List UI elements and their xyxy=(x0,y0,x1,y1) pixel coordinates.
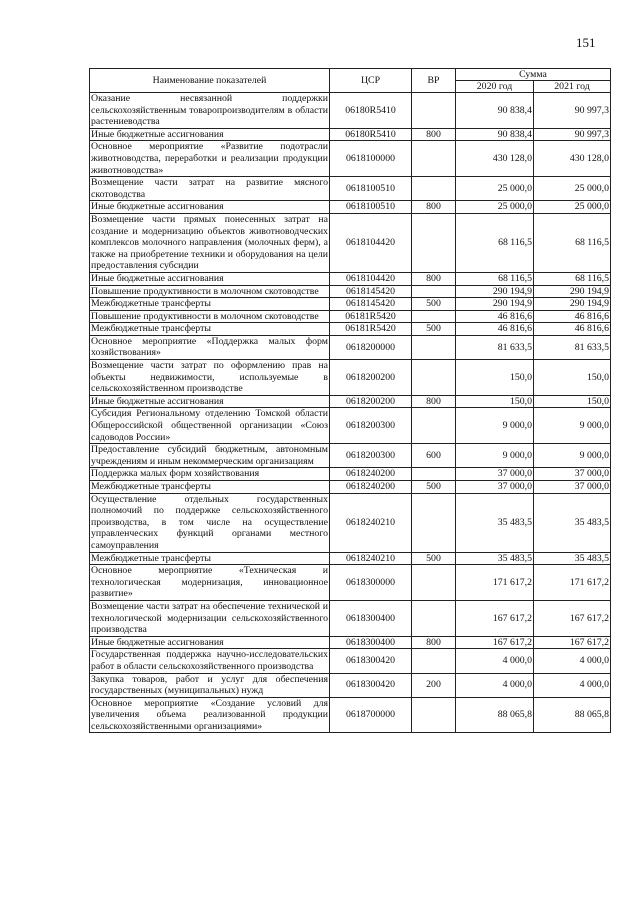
table-row xyxy=(90,177,611,201)
row-vr-cell xyxy=(412,408,456,444)
row-vr-cell xyxy=(412,697,456,733)
table-row xyxy=(90,272,611,285)
row-amount-2020-cell: 167 617,2 xyxy=(456,636,534,649)
header-csr: ЦСР xyxy=(330,69,412,93)
row-csr-cell: 0618145420 xyxy=(330,298,412,311)
row-vr-cell: 500 xyxy=(412,552,456,565)
row-vr-cell: 500 xyxy=(412,298,456,311)
row-vr-cell xyxy=(412,177,456,201)
row-amount-2021-cell: 46 816,6 xyxy=(534,310,611,323)
row-csr-cell: 0618200300 xyxy=(330,408,412,444)
row-vr-cell xyxy=(412,335,456,359)
row-vr-cell xyxy=(412,213,456,272)
row-name-cell: Субсидия Региональному отделению Томской области Общероссийской общественной организации «Союз садоводов России» xyxy=(91,408,328,443)
row-vr-cell: 200 xyxy=(412,673,456,697)
row-amount-2021-cell: 46 816,6 xyxy=(534,323,611,336)
table-row xyxy=(90,141,611,177)
row-amount-2020-cell: 37 000,0 xyxy=(456,481,534,494)
row-name-cell: Поддержка малых форм хозяйствования xyxy=(90,468,330,481)
row-amount-2020-cell: 167 617,2 xyxy=(456,600,534,636)
row-csr-cell: 0618300400 xyxy=(330,600,412,636)
table-row xyxy=(90,444,611,468)
row-name-cell: Закупка товаров, работ и услуг для обеспечения государственных (муниципальных) нужд xyxy=(91,673,328,697)
page-number: 151 xyxy=(576,35,596,50)
table-row xyxy=(90,93,611,129)
row-vr-cell: 500 xyxy=(412,481,456,494)
row-csr-cell: 0618104420 xyxy=(330,213,412,272)
row-csr-cell: 0618200200 xyxy=(330,395,412,408)
row-name-cell: Межбюджетные трансферты xyxy=(90,552,330,565)
row-amount-2021-cell: 88 065,8 xyxy=(534,697,611,733)
table-row xyxy=(90,310,611,323)
row-name-cell: Возмещение части затрат на обеспечение технической и технологической модернизации сельскохозяйственного производства xyxy=(91,600,328,636)
table-row xyxy=(90,298,611,311)
row-csr-cell: 06181R5420 xyxy=(330,310,412,323)
row-csr-cell: 0618100510 xyxy=(330,177,412,201)
header-vr: ВР xyxy=(412,69,456,93)
row-amount-2020-cell: 81 633,5 xyxy=(456,335,534,359)
row-amount-2020-cell: 9 000,0 xyxy=(456,444,534,468)
table-row xyxy=(90,481,611,494)
row-amount-2021-cell: 167 617,2 xyxy=(534,600,611,636)
table-body xyxy=(90,93,611,733)
row-name-cell: Межбюджетные трансферты xyxy=(90,323,330,336)
row-amount-2020-cell: 150,0 xyxy=(456,395,534,408)
row-amount-2020-cell: 4 000,0 xyxy=(456,649,534,673)
row-name-cell: Иные бюджетные ассигнования xyxy=(90,128,330,141)
table-header xyxy=(90,69,611,93)
row-vr-cell xyxy=(412,141,456,177)
row-amount-2021-cell: 9 000,0 xyxy=(534,444,611,468)
header-year-2020: 2020 год xyxy=(456,81,534,93)
row-amount-2020-cell: 68 116,5 xyxy=(456,272,534,285)
row-amount-2021-cell: 4 000,0 xyxy=(534,649,611,673)
row-vr-cell xyxy=(412,285,456,298)
row-csr-cell: 06181R5420 xyxy=(330,323,412,336)
row-csr-cell: 0618240210 xyxy=(330,493,412,552)
table-row xyxy=(90,697,611,733)
row-name-cell: Государственная поддержка научно-исследовательских работ в области сельскохозяйственного производства xyxy=(91,649,328,672)
row-csr-cell: 0618300400 xyxy=(330,636,412,649)
row-amount-2020-cell: 35 483,5 xyxy=(456,493,534,552)
row-name-cell: Иные бюджетные ассигнования xyxy=(90,272,330,285)
row-vr-cell: 800 xyxy=(412,272,456,285)
row-vr-cell xyxy=(412,310,456,323)
row-amount-2021-cell: 90 997,3 xyxy=(534,93,611,129)
row-amount-2021-cell: 290 194,9 xyxy=(534,285,611,298)
row-csr-cell: 06180R5410 xyxy=(330,93,412,129)
row-csr-cell: 0618200200 xyxy=(330,360,412,396)
row-csr-cell: 0618240200 xyxy=(330,468,412,481)
row-amount-2020-cell: 4 000,0 xyxy=(456,673,534,697)
row-amount-2020-cell: 46 816,6 xyxy=(456,310,534,323)
row-amount-2021-cell: 68 116,5 xyxy=(534,213,611,272)
table-row xyxy=(90,285,611,298)
row-name-cell: Предоставление субсидий бюджетным, автономным учреждениям и иным некоммерческим организациям xyxy=(91,444,328,467)
row-amount-2021-cell: 150,0 xyxy=(534,395,611,408)
row-csr-cell: 0618700000 xyxy=(330,697,412,733)
row-csr-cell: 0618300420 xyxy=(330,673,412,697)
table-row xyxy=(90,360,611,396)
row-csr-cell: 0618100510 xyxy=(330,201,412,214)
row-name-cell: Повышение продуктивности в молочном скотоводстве xyxy=(90,310,330,323)
row-amount-2020-cell: 150,0 xyxy=(456,360,534,396)
row-name-cell: Межбюджетные трансферты xyxy=(90,298,330,311)
row-name-cell: Основное мероприятие «Развитие подотрасли животноводства, переработки и реализации продукции животноводства» xyxy=(91,141,328,176)
row-vr-cell xyxy=(412,360,456,396)
table-row xyxy=(90,128,611,141)
row-amount-2021-cell: 35 483,5 xyxy=(534,493,611,552)
row-amount-2020-cell: 25 000,0 xyxy=(456,201,534,214)
row-amount-2021-cell: 37 000,0 xyxy=(534,481,611,494)
row-csr-cell: 0618200000 xyxy=(330,335,412,359)
row-amount-2020-cell: 290 194,9 xyxy=(456,298,534,311)
table-row xyxy=(90,565,611,601)
row-csr-cell: 0618100000 xyxy=(330,141,412,177)
row-vr-cell: 800 xyxy=(412,395,456,408)
row-amount-2020-cell: 46 816,6 xyxy=(456,323,534,336)
table-row xyxy=(90,201,611,214)
table-row xyxy=(90,636,611,649)
row-csr-cell: 0618240210 xyxy=(330,552,412,565)
row-name-cell: Иные бюджетные ассигнования xyxy=(90,201,330,214)
table-row xyxy=(90,493,611,552)
row-vr-cell: 800 xyxy=(412,128,456,141)
table-row xyxy=(90,335,611,359)
row-vr-cell xyxy=(412,565,456,601)
row-amount-2021-cell: 167 617,2 xyxy=(534,636,611,649)
row-amount-2020-cell: 25 000,0 xyxy=(456,177,534,201)
row-vr-cell xyxy=(412,493,456,552)
row-csr-cell: 0618104420 xyxy=(330,272,412,285)
table-row xyxy=(90,552,611,565)
row-csr-cell: 06180R5410 xyxy=(330,128,412,141)
row-name-cell: Основное мероприятие «Техническая и технологическая модернизация, инновационное развитие» xyxy=(91,565,328,600)
row-csr-cell: 0618240200 xyxy=(330,481,412,494)
row-amount-2021-cell: 9 000,0 xyxy=(534,408,611,444)
row-amount-2020-cell: 290 194,9 xyxy=(456,285,534,298)
header-name: Наименование показателей xyxy=(90,69,330,93)
row-amount-2020-cell: 37 000,0 xyxy=(456,468,534,481)
table-row xyxy=(90,395,611,408)
row-vr-cell xyxy=(412,93,456,129)
row-amount-2020-cell: 90 838,4 xyxy=(456,93,534,129)
row-amount-2020-cell: 68 116,5 xyxy=(456,213,534,272)
row-amount-2021-cell: 37 000,0 xyxy=(534,468,611,481)
row-vr-cell xyxy=(412,468,456,481)
table-row xyxy=(90,600,611,636)
row-amount-2020-cell: 9 000,0 xyxy=(456,408,534,444)
row-vr-cell: 500 xyxy=(412,323,456,336)
row-amount-2021-cell: 171 617,2 xyxy=(534,565,611,601)
row-csr-cell: 0618300420 xyxy=(330,649,412,673)
table-row xyxy=(90,468,611,481)
row-name-cell: Осуществление отдельных государственных полномочий по поддержке сельскохозяйственного производства, в том числе на осуществление управленческих функций органами местного самоуправления xyxy=(91,493,328,551)
table-row xyxy=(90,213,611,272)
row-name-cell: Иные бюджетные ассигнования xyxy=(90,395,330,408)
row-amount-2021-cell: 290 194,9 xyxy=(534,298,611,311)
row-amount-2020-cell: 430 128,0 xyxy=(456,141,534,177)
row-vr-cell: 600 xyxy=(412,444,456,468)
row-name-cell: Возмещение части затрат по оформлению прав на объекты недвижимости, используемые в сельскохозяйственном производстве xyxy=(91,360,328,395)
row-amount-2021-cell: 150,0 xyxy=(534,360,611,396)
row-name-cell: Повышение продуктивности в молочном скотоводстве xyxy=(90,285,330,298)
budget-table xyxy=(89,68,611,733)
row-name-cell: Межбюджетные трансферты xyxy=(90,481,330,494)
row-amount-2020-cell: 35 483,5 xyxy=(456,552,534,565)
row-csr-cell: 0618145420 xyxy=(330,285,412,298)
table-row xyxy=(90,323,611,336)
header-sum: Сумма xyxy=(456,69,611,81)
row-name-cell: Оказание несвязанной поддержки сельскохозяйственным товаропроизводителям в области растениеводства xyxy=(91,93,328,128)
table-row xyxy=(90,649,611,673)
row-name-cell: Основное мероприятие «Создание условий для увеличения объема реализованной продукции сельскохозяйственными организациями» xyxy=(91,697,328,732)
table-row xyxy=(90,673,611,697)
row-name-cell: Возмещение части затрат на развитие мясного скотоводства xyxy=(91,177,328,200)
row-name-cell: Основное мероприятие «Поддержка малых форм хозяйствования» xyxy=(91,335,328,359)
row-amount-2020-cell: 171 617,2 xyxy=(456,565,534,601)
row-vr-cell: 800 xyxy=(412,636,456,649)
row-csr-cell: 0618200300 xyxy=(330,444,412,468)
row-amount-2021-cell: 68 116,5 xyxy=(534,272,611,285)
row-amount-2021-cell: 25 000,0 xyxy=(534,201,611,214)
row-amount-2021-cell: 25 000,0 xyxy=(534,177,611,201)
row-amount-2021-cell: 90 997,3 xyxy=(534,128,611,141)
row-amount-2021-cell: 430 128,0 xyxy=(534,141,611,177)
row-vr-cell xyxy=(412,600,456,636)
table-row xyxy=(90,408,611,444)
row-amount-2021-cell: 81 633,5 xyxy=(534,335,611,359)
header-year-2021: 2021 год xyxy=(534,81,611,93)
row-amount-2021-cell: 35 483,5 xyxy=(534,552,611,565)
row-name-cell: Возмещение части прямых понесенных затрат на создание и модернизацию объектов животноводческих комплексов молочного направления (молочных ферм), а также на приобретение техники и оборудования на цели предоставления субсидии xyxy=(91,213,328,272)
row-vr-cell xyxy=(412,649,456,673)
row-amount-2020-cell: 88 065,8 xyxy=(456,697,534,733)
row-csr-cell: 0618300000 xyxy=(330,565,412,601)
row-amount-2021-cell: 4 000,0 xyxy=(534,673,611,697)
row-name-cell: Иные бюджетные ассигнования xyxy=(90,636,330,649)
row-amount-2020-cell: 90 838,4 xyxy=(456,128,534,141)
row-vr-cell: 800 xyxy=(412,201,456,214)
